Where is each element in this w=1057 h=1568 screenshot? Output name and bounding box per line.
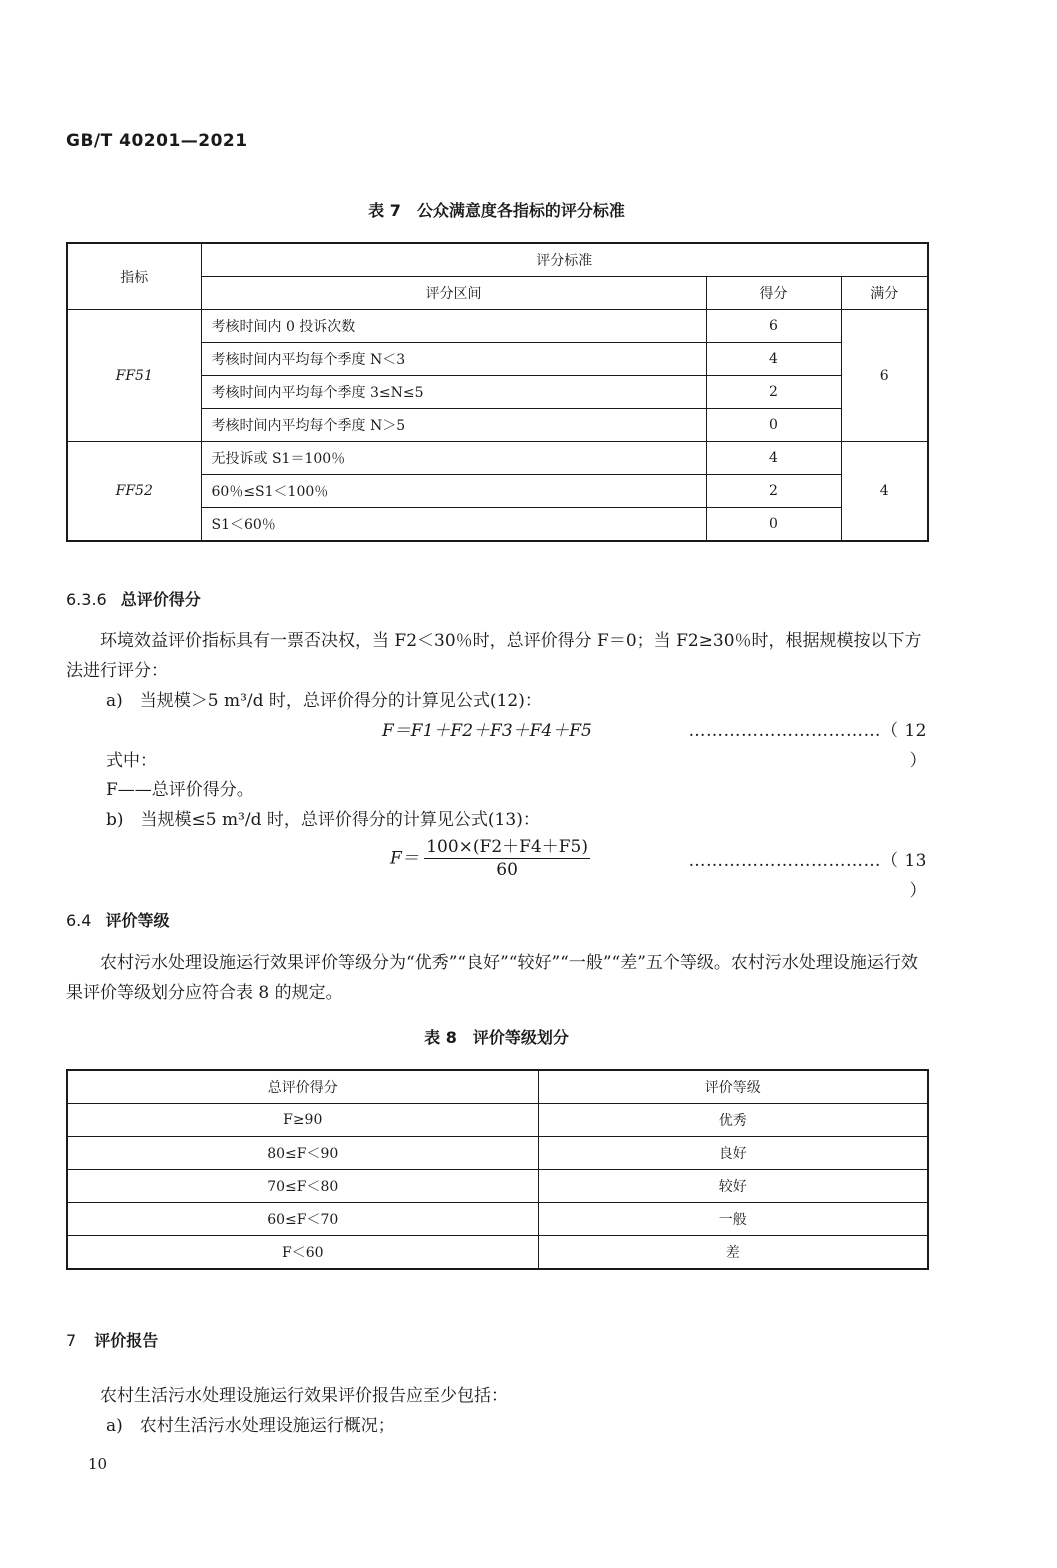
section-heading-7 — [66, 1328, 158, 1351]
table8-head-score: 总评价得分 — [67, 1070, 538, 1104]
range-cell: 考核时间内平均每个季度 3≤N≤5 — [201, 376, 706, 409]
score-cell: 4 — [706, 343, 841, 376]
page-number: 10 — [88, 1455, 108, 1473]
table7-head-indicator: 指标 — [67, 243, 201, 310]
formula-13-denominator: 60 — [496, 860, 518, 880]
list-item-a: a) 农村生活污水处理设施运行概况； — [106, 1416, 395, 1436]
score-cell: 2 — [706, 475, 841, 508]
indicator-cell: FF52 — [67, 442, 201, 542]
table8 — [66, 1069, 929, 1270]
formula-13-lhs: F＝ — [390, 848, 419, 869]
formula-13 — [390, 836, 590, 881]
score-range-cell: 70≤F＜80 — [67, 1170, 538, 1203]
formula-13-number: ……………………………（ 13 ） — [688, 851, 927, 901]
range-cell: 60％≤S1＜100％ — [201, 475, 706, 508]
score-range-cell: 60≤F＜70 — [67, 1203, 538, 1236]
paragraph: 环境效益评价指标具有一票否决权，当 F2＜30％时，总评价得分 F＝0；当 F2≥30％时，根据规模按以下方法进行评分： — [66, 631, 922, 681]
table7-head-criteria: 评分标准 — [201, 243, 928, 277]
table-row — [67, 442, 928, 475]
formula-13-numerator: 100×(F2＋F4＋F5) — [426, 837, 588, 857]
range-cell: 考核时间内 0 投诉次数 — [201, 310, 706, 343]
paragraph: 农村生活污水处理设施运行效果评价报告应至少包括： — [100, 1386, 508, 1406]
paragraph: 农村污水处理设施运行效果评价等级分为“优秀”“良好”“较好”“一般”“差”五个等级。农村污水处理设施运行效果评价等级划分应符合表 8 的规定。 — [66, 953, 918, 1003]
list-item-a: a) 当规模＞5 m³/d 时，总评价得分的计算见公式(12)： — [106, 691, 542, 711]
table8-caption: 表 8 评价等级划分 — [424, 1028, 569, 1047]
standard-number: GB/T 40201—2021 — [66, 131, 248, 151]
table7-head-score: 得分 — [706, 277, 841, 310]
table7-head-range: 评分区间 — [201, 277, 706, 310]
section-number: 6.4 — [66, 911, 92, 930]
score-cell: 4 — [706, 442, 841, 475]
table-row — [67, 1203, 928, 1236]
table-row — [67, 1104, 928, 1137]
table7 — [66, 242, 929, 542]
score-cell: 0 — [706, 409, 841, 442]
level-cell: 一般 — [538, 1203, 928, 1236]
score-range-cell: F≥90 — [67, 1104, 538, 1137]
section-heading-6-3-6 — [66, 587, 201, 610]
indicator-cell: FF51 — [67, 310, 201, 442]
level-cell: 优秀 — [538, 1104, 928, 1137]
level-cell: 良好 — [538, 1137, 928, 1170]
section-heading-6-4 — [66, 908, 169, 931]
formula-13-fraction — [424, 836, 590, 881]
section-title: 评价报告 — [94, 1331, 159, 1350]
table-row — [67, 1170, 928, 1203]
table-row — [67, 310, 928, 343]
section-title: 总评价得分 — [120, 590, 201, 609]
score-range-cell: F＜60 — [67, 1236, 538, 1270]
table7-caption: 表 7 公众满意度各指标的评分标准 — [368, 201, 625, 220]
range-cell: 考核时间内平均每个季度 N＜3 — [201, 343, 706, 376]
list-item-b: b) 当规模≤5 m³/d 时，总评价得分的计算见公式(13)： — [106, 810, 540, 830]
table-row — [67, 1137, 928, 1170]
range-cell: 考核时间内平均每个季度 N＞5 — [201, 409, 706, 442]
where-label: 式中： — [106, 751, 157, 771]
score-cell: 6 — [706, 310, 841, 343]
where-definition: F——总评价得分。 — [106, 780, 254, 800]
section-number: 6.3.6 — [66, 590, 107, 609]
range-cell: S1＜60％ — [201, 508, 706, 542]
level-cell: 较好 — [538, 1170, 928, 1203]
section-number: 7 — [66, 1331, 77, 1350]
range-cell: 无投诉或 S1＝100％ — [201, 442, 706, 475]
section-title: 评价等级 — [105, 911, 170, 930]
full-score-cell: 6 — [841, 310, 928, 442]
level-cell: 差 — [538, 1236, 928, 1270]
table-row — [67, 1236, 928, 1270]
score-range-cell: 80≤F＜90 — [67, 1137, 538, 1170]
table8-head-level: 评价等级 — [538, 1070, 928, 1104]
table7-head-full: 满分 — [841, 277, 928, 310]
score-cell: 2 — [706, 376, 841, 409]
full-score-cell: 4 — [841, 442, 928, 542]
score-cell: 0 — [706, 508, 841, 542]
formula-12-number: ……………………………（ 12 ） — [688, 721, 927, 771]
formula-12: F＝F1＋F2＋F3＋F4＋F5 — [382, 721, 592, 741]
